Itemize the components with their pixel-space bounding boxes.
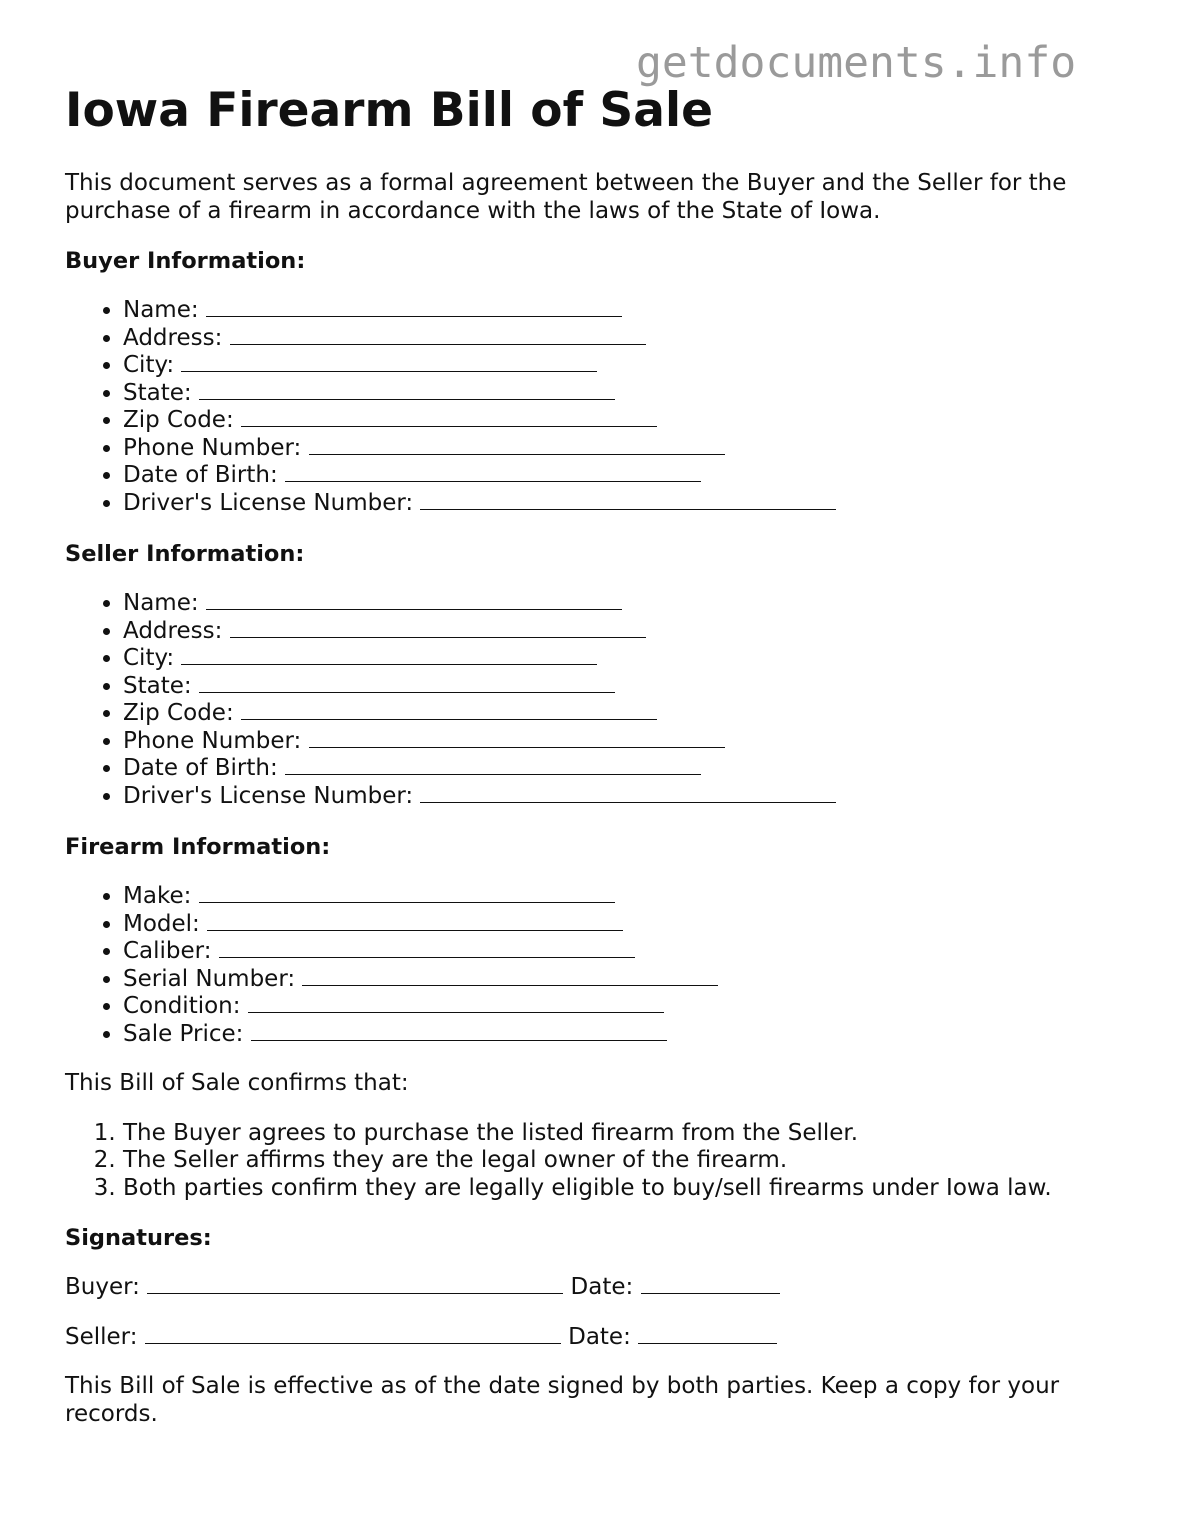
field-item (123, 490, 1125, 518)
field-item (123, 966, 1125, 994)
signatures-heading: Signatures: (65, 1225, 212, 1251)
field-label: Phone Number: (123, 434, 302, 461)
field-label: Name: (123, 297, 199, 323)
field-label: Caliber: (123, 938, 212, 964)
blank-line[interactable] (285, 463, 701, 482)
field-item (123, 618, 1125, 646)
page-title: Iowa Firearm Bill of Sale (65, 83, 713, 138)
field-label: State: (123, 379, 192, 406)
blank-line[interactable] (199, 381, 615, 400)
field-item (123, 673, 1125, 701)
blank-line[interactable] (251, 1022, 667, 1041)
blank-line[interactable] (199, 884, 615, 903)
buyer-signature-line (65, 1274, 1125, 1302)
blank-line[interactable] (181, 646, 597, 665)
field-item (123, 645, 1125, 673)
buyer-signature-blank[interactable] (147, 1275, 563, 1294)
field-label: Model: (123, 910, 200, 937)
field-label: State: (123, 672, 192, 699)
field-label: Serial Number: (123, 965, 296, 992)
blank-line[interactable] (206, 591, 622, 610)
blank-line[interactable] (181, 353, 597, 372)
seller-signature-line (65, 1324, 1125, 1352)
blank-line[interactable] (206, 298, 622, 317)
field-item (123, 297, 1125, 325)
field-item (123, 938, 1125, 966)
field-label: Name: (123, 590, 199, 616)
field-label: Sale Price: (123, 1020, 244, 1047)
seller-date-blank[interactable] (638, 1325, 777, 1344)
document-page (65, 80, 1125, 1428)
list-item: 3. Both parties confirm they are legally eligible to buy/sell firearms under Iowa law. (123, 1175, 1125, 1203)
seller-heading: Seller Information: (65, 541, 305, 567)
field-label: Zip Code: (123, 407, 234, 433)
field-item (123, 435, 1125, 463)
field-label: Condition: (123, 993, 241, 1019)
blank-line[interactable] (309, 436, 725, 455)
seller-date-label: Date: (568, 1323, 631, 1350)
field-item (123, 407, 1125, 435)
buyer-date-label: Date: (570, 1274, 634, 1300)
field-item (123, 352, 1125, 380)
field-item (123, 590, 1125, 618)
field-item (123, 911, 1125, 939)
blank-line[interactable] (302, 967, 718, 986)
field-label: Driver's License Number: (123, 782, 414, 809)
seller-signature-blank[interactable] (145, 1325, 561, 1344)
buyer-heading: Buyer Information: (65, 248, 306, 274)
blank-line[interactable] (199, 674, 615, 693)
list-item: 2. The Seller affirms they are the legal owner of the firearm. (123, 1147, 1125, 1175)
seller-fields (65, 590, 1125, 810)
blank-line[interactable] (230, 326, 646, 345)
firearm-heading: Firearm Information: (65, 834, 331, 860)
field-label: Address: (123, 324, 223, 351)
field-label: Zip Code: (123, 700, 234, 726)
buyer-signature-label: Buyer: (65, 1274, 140, 1300)
blank-line[interactable] (309, 729, 725, 748)
blank-line[interactable] (420, 491, 836, 510)
footer-paragraph: This Bill of Sale is effective as of the date signed by both parties. Keep a copy for your records. (65, 1373, 1060, 1427)
blank-line[interactable] (230, 619, 646, 638)
intro-paragraph: This document serves as a formal agreement between the Buyer and the Seller for the purchase of a firearm in accordance with the laws of the State of Iowa. (65, 170, 1067, 224)
field-label: Address: (123, 617, 223, 644)
field-item (123, 325, 1125, 353)
field-item (123, 993, 1125, 1021)
field-item (123, 783, 1125, 811)
field-label: City: (123, 645, 175, 671)
blank-line[interactable] (241, 408, 657, 427)
field-label: Phone Number: (123, 727, 302, 754)
field-label: Driver's License Number: (123, 489, 414, 516)
confirms-lead: This Bill of Sale confirms that: (65, 1070, 409, 1096)
field-item (123, 380, 1125, 408)
field-item (123, 700, 1125, 728)
buyer-fields (65, 297, 1125, 517)
list-item: 1. The Buyer agrees to purchase the listed firearm from the Seller. (123, 1120, 1125, 1148)
blank-line[interactable] (420, 784, 836, 803)
field-label: Date of Birth: (123, 462, 278, 488)
field-item (123, 462, 1125, 490)
seller-signature-label: Seller: (65, 1323, 138, 1350)
confirms-list (65, 1120, 1125, 1203)
field-label: Make: (123, 883, 192, 909)
buyer-date-blank[interactable] (641, 1275, 780, 1294)
field-item (123, 755, 1125, 783)
watermark: getdocuments.info (636, 38, 1077, 88)
blank-line[interactable] (207, 912, 623, 931)
firearm-fields (65, 883, 1125, 1048)
blank-line[interactable] (285, 756, 701, 775)
field-item (123, 728, 1125, 756)
blank-line[interactable] (248, 994, 664, 1013)
field-item (123, 883, 1125, 911)
blank-line[interactable] (219, 939, 635, 958)
field-label: City: (123, 352, 175, 378)
field-item (123, 1021, 1125, 1049)
blank-line[interactable] (241, 701, 657, 720)
field-label: Date of Birth: (123, 755, 278, 781)
